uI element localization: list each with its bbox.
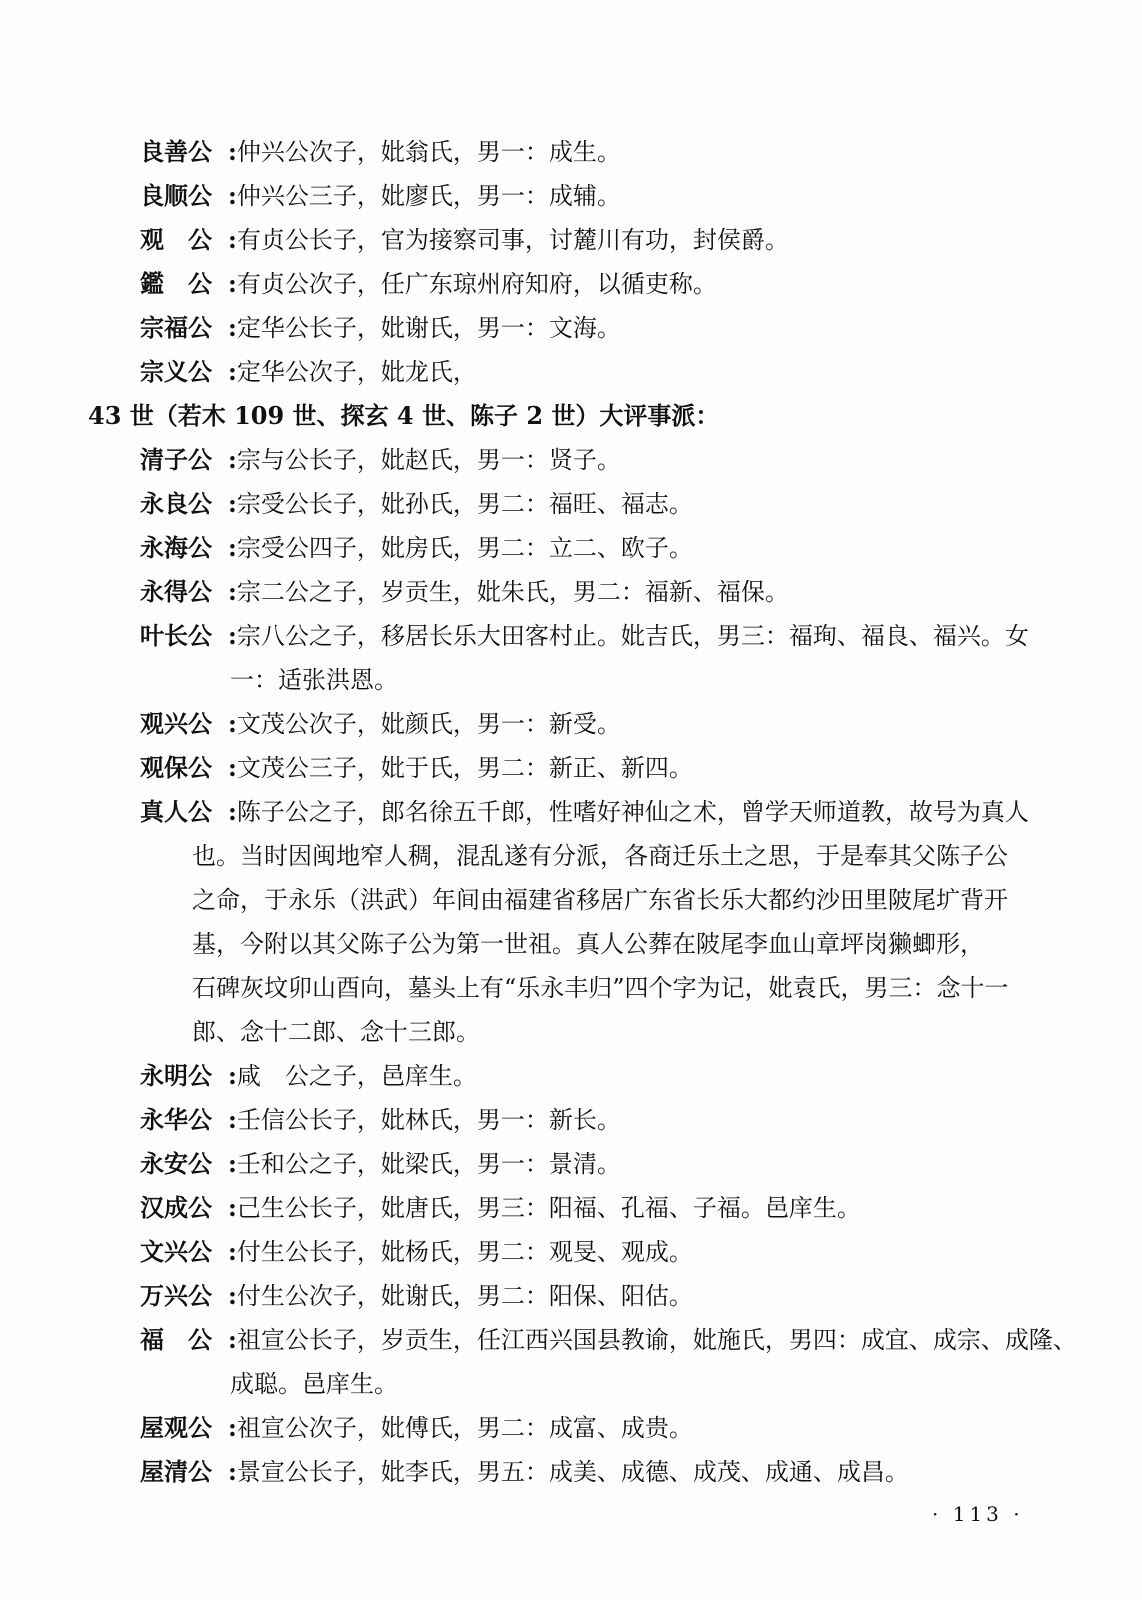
entry-text: 文茂公三子，妣于氏，男二：新正、新四。	[236, 754, 693, 782]
entry-guanbao: 观保公 :文茂公三子，妣于氏，男二：新正、新四。	[140, 746, 1060, 790]
entry-yongliang: 永良公 :宗受公长子，妣孙氏，男二：福旺、福志。	[140, 482, 1060, 526]
entry-wuguan: 屋观公 :祖宣公次子，妣傅氏，男二：成富、成贵。	[140, 1406, 1060, 1450]
entry-name: 文兴公	[140, 1237, 212, 1266]
entry-name: 永海公	[140, 533, 212, 562]
entry-text: 陈子公之子，郎名徐五千郎，性嗜好神仙之术，曾学天师道教，故号为真人	[236, 798, 1029, 826]
entry-name: 叶长公	[140, 621, 212, 650]
entry-text: 咸 公之子，邑庠生。	[236, 1062, 477, 1090]
entry-name: 屋观公	[140, 1413, 212, 1442]
entry-text: 宗受公四子，妣房氏，男二：立二、欧子。	[236, 534, 693, 562]
page-number: · 113 ·	[932, 1502, 1024, 1526]
entry-wuqing: 屋清公 :景宣公长子，妣李氏，男五：成美、成德、成茂、成通、成昌。	[140, 1450, 1060, 1494]
entry-guanxing: 观兴公 :文茂公次子，妣颜氏，男一：新受。	[140, 702, 1060, 746]
entry-text: 有贞公长子，官为接察司事，讨麓川有功，封侯爵。	[236, 226, 789, 254]
entry-liangshan: 良善公 :仲兴公次子，妣翁氏，男一：成生。	[140, 130, 1060, 174]
entry-continuation: 一：适张洪恩。	[230, 666, 398, 694]
entry-wanxing: 万兴公 :付生公次子，妣谢氏，男二：阳保、阳估。	[140, 1274, 1060, 1318]
entry-name: 永安公	[140, 1149, 212, 1178]
entry-yongde: 永得公 :宗二公之子，岁贡生，妣朱氏，男二：福新、福保。	[140, 570, 1060, 614]
entry-name: 永得公	[140, 577, 212, 606]
entry-yezhang: 叶长公 :宗八公之子，移居长乐大田客村止。妣吉氏，男三：福珣、福良、福兴。女	[140, 614, 1060, 658]
entry-text: 宗与公长子，妣赵氏，男一：贤子。	[236, 446, 621, 474]
entry-continuation: 石碑灰坟卯山酉向，墓头上有“乐永丰归”四个字为记，妣袁氏，男三：念十一	[192, 974, 1009, 1002]
entry-zhenren: 真人公 :陈子公之子，郎名徐五千郎，性嗜好神仙之术，曾学天师道教，故号为真人	[140, 790, 1060, 834]
entry-name: 观兴公	[140, 709, 212, 738]
entry-continuation: 之命，于永乐（洪武）年间由福建省移居广东省长乐大都约沙田里陂尾圹背开	[192, 886, 1008, 914]
entry-yongming: 永明公 :咸 公之子，邑庠生。	[140, 1054, 1060, 1098]
entry-text: 祖宣公长子，岁贡生，任江西兴国县教谕，妣施氏，男四：成宜、成宗、成隆、	[236, 1326, 1077, 1354]
entry-name: 良善公	[140, 137, 212, 166]
entry-text: 宗二公之子，岁贡生，妣朱氏，男二：福新、福保。	[236, 578, 789, 606]
entry-text: 仲兴公三子，妣廖氏，男一：成辅。	[236, 182, 621, 210]
entry-name: 鑑 公	[140, 269, 212, 298]
entry-text: 定华公次子，妣龙氏，	[236, 358, 477, 386]
generation-heading: 43 世（若木 109 世、探玄 4 世、陈子 2 世）大评事派：	[88, 401, 720, 430]
entry-hancheng: 汉成公 :己生公长子，妣唐氏，男三：阳福、孔福、子福。邑庠生。	[140, 1186, 1060, 1230]
entry-text: 己生公长子，妣唐氏，男三：阳福、孔福、子福。邑庠生。	[236, 1194, 861, 1222]
entry-zongfu: 宗福公 :定华公长子，妣谢氏，男一：文海。	[140, 306, 1060, 350]
entry-name: 汉成公	[140, 1193, 212, 1222]
entry-liangshun: 良顺公 :仲兴公三子，妣廖氏，男一：成辅。	[140, 174, 1060, 218]
entry-text: 定华公长子，妣谢氏，男一：文海。	[236, 314, 621, 342]
entry-qingzi: 清子公 :宗与公长子，妣赵氏，男一：贤子。	[140, 438, 1060, 482]
entry-continuation: 基，今附以其父陈子公为第一世祖。真人公葬在陂尾李血山章坪岗獭蝍形，	[192, 930, 984, 958]
entry-name: 观保公	[140, 753, 212, 782]
entry-text: 付生公长子，妣杨氏，男二：观旻、观成。	[236, 1238, 693, 1266]
entry-name: 观 公	[140, 225, 212, 254]
entry-text: 文茂公次子，妣颜氏，男一：新受。	[236, 710, 621, 738]
entry-name: 万兴公	[140, 1281, 212, 1310]
entry-name: 真人公	[140, 797, 212, 826]
entry-guan: 观 公 :有贞公长子，官为接察司事，讨麓川有功，封侯爵。	[140, 218, 1060, 262]
entry-name: 宗福公	[140, 313, 212, 342]
entry-fu: 福 公 :祖宣公长子，岁贡生，任江西兴国县教谕，妣施氏，男四：成宜、成宗、成隆、	[140, 1318, 1060, 1362]
entry-text: 祖宣公次子，妣傅氏，男二：成富、成贵。	[236, 1414, 693, 1442]
entry-text: 仲兴公次子，妣翁氏，男一：成生。	[236, 138, 621, 166]
entry-name: 永明公	[140, 1061, 212, 1090]
entry-name: 永华公	[140, 1105, 212, 1134]
entry-continuation: 成聪。邑庠生。	[230, 1370, 398, 1398]
entry-name: 良顺公	[140, 181, 212, 210]
entry-wenxing: 文兴公 :付生公长子，妣杨氏，男二：观旻、观成。	[140, 1230, 1060, 1274]
entry-jian: 鑑 公 :有贞公次子，任广东琼州府知府，以循吏称。	[140, 262, 1060, 306]
entry-text: 宗受公长子，妣孙氏，男二：福旺、福志。	[236, 490, 693, 518]
entry-yonghai: 永海公 :宗受公四子，妣房氏，男二：立二、欧子。	[140, 526, 1060, 570]
entry-text: 景宣公长子，妣李氏，男五：成美、成德、成茂、成通、成昌。	[236, 1458, 909, 1486]
entry-name: 屋清公	[140, 1457, 212, 1486]
entry-text: 有贞公次子，任广东琼州府知府，以循吏称。	[236, 270, 717, 298]
entry-name: 宗义公	[140, 357, 212, 386]
entry-continuation: 郎、念十二郎、念十三郎。	[192, 1018, 480, 1046]
entry-yonghua: 永华公 :壬信公长子，妣林氏，男一：新长。	[140, 1098, 1060, 1142]
entry-yongan: 永安公 :壬和公之子，妣梁氏，男一：景清。	[140, 1142, 1060, 1186]
entry-zongyi: 宗义公 :定华公次子，妣龙氏，	[140, 350, 1060, 394]
entry-continuation: 也。当时因闽地窄人稠，混乱遂有分派，各商迁乐土之思，于是奉其父陈子公	[192, 842, 1008, 870]
entry-name: 福 公	[140, 1325, 212, 1354]
entry-name: 清子公	[140, 445, 212, 474]
entry-text: 壬信公长子，妣林氏，男一：新长。	[236, 1106, 621, 1134]
entry-name: 永良公	[140, 489, 212, 518]
entry-text: 宗八公之子，移居长乐大田客村止。妣吉氏，男三：福珣、福良、福兴。女	[236, 622, 1029, 650]
entry-text: 付生公次子，妣谢氏，男二：阳保、阳估。	[236, 1282, 693, 1310]
entry-text: 壬和公之子，妣梁氏，男一：景清。	[236, 1150, 621, 1178]
